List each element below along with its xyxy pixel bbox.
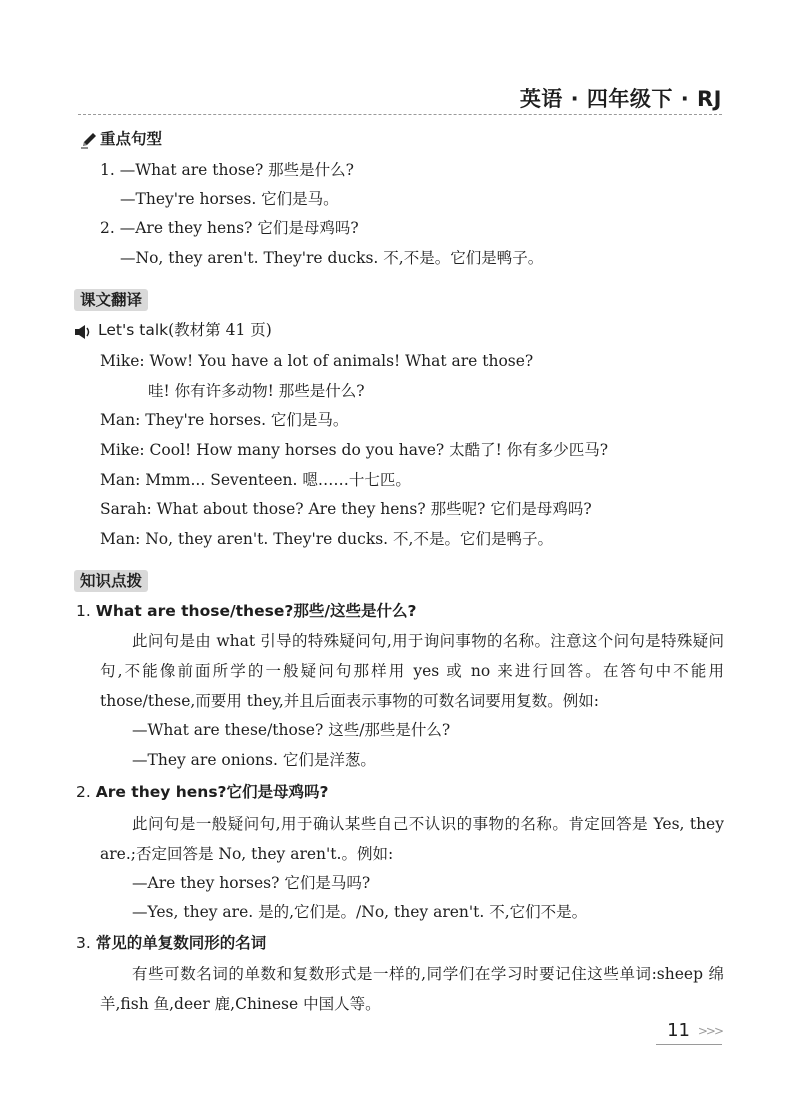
lesson-title-cn: (教材第 41 页) <box>168 321 272 339</box>
key-sentence-line: —They're horses. 它们是马。 <box>120 190 339 208</box>
point-body: 此问句是一般疑问句,用于确认某些自己不认识的事物的名称。肯定回答是 Yes, they are.;否定回答是 No, they aren't.。例如: <box>100 815 724 863</box>
pencil-icon <box>80 131 98 149</box>
dialogue-line: Sarah: What about those? Are they hens? 那些呢? 它们是母鸡吗? <box>100 500 592 518</box>
dialogue-line: 哇! 你有许多动物! 那些是什么? <box>148 382 365 400</box>
key-sentences-heading: 重点句型 <box>100 130 163 148</box>
point-title: What are those/these?那些/这些是什么? <box>95 602 417 620</box>
point-heading <box>76 782 329 802</box>
point-example: —What are these/those? 这些/那些是什么? <box>132 721 451 739</box>
point-heading <box>76 601 416 621</box>
translation-heading: 课文翻译 <box>74 289 148 311</box>
key-sentence-line: —No, they aren't. They're ducks. 不,不是。它们是鸭子。 <box>120 249 544 267</box>
point-title: Are they hens?它们是母鸡吗? <box>95 783 329 801</box>
point-example: —Yes, they are. 是的,它们是。/No, they aren't. 不,它们不是。 <box>132 903 588 921</box>
point-body: 有些可数名词的单数和复数形式是一样的,同学们在学习时要记住这些单词:sheep 绵羊,fish 鱼,deer 鹿,Chinese 中国人等。 <box>100 965 724 1013</box>
dialogue-line: Mike: Wow! You have a lot of animals! What are those? <box>100 352 534 370</box>
dialogue-line: Mike: Cool! How many horses do you have? 太酷了! 你有多少匹马? <box>100 441 609 459</box>
page-number-underline <box>656 1044 722 1045</box>
point-body: 此问句是由 what 引导的特殊疑问句,用于询问事物的名称。注意这个问句是特殊疑问句,不能像前面所学的一般疑问句那样用 yes 或 no 来进行回答。在答句中不能用 those/these,而要用 they,并且后面表示事物的可数名词要用复数。例如: <box>100 632 724 710</box>
point-heading <box>76 933 266 953</box>
dialogue-line: Man: Mmm... Seventeen. 嗯……十七匹。 <box>100 471 411 489</box>
point-number: 2. <box>76 783 91 801</box>
dialogue-line: Man: No, they aren't. They're ducks. 不,不是。它们是鸭子。 <box>100 530 553 548</box>
key-sentence-line: 1. —What are those? 那些是什么? <box>100 161 354 179</box>
point-number: 3. <box>76 934 91 952</box>
point-example: —They are onions. 它们是洋葱。 <box>132 751 376 769</box>
speaker-icon <box>74 324 92 338</box>
lesson-title <box>98 320 272 340</box>
knowledge-heading: 知识点拨 <box>74 570 148 592</box>
point-title: 常见的单复数同形的名词 <box>95 934 267 952</box>
point-number: 1. <box>76 602 91 620</box>
header-divider <box>78 114 722 115</box>
dialogue-line: Man: They're horses. 它们是马。 <box>100 411 349 429</box>
point-example: —Are they horses? 它们是马吗? <box>132 874 371 892</box>
chevrons-right-icon: >>> <box>697 1024 722 1038</box>
lesson-title-en: Let's talk <box>98 321 169 339</box>
page-number: 11 <box>667 1020 690 1041</box>
header-title: 英语 · 四年级下 · RJ <box>519 87 722 111</box>
key-sentence-line: 2. —Are they hens? 它们是母鸡吗? <box>100 219 359 237</box>
